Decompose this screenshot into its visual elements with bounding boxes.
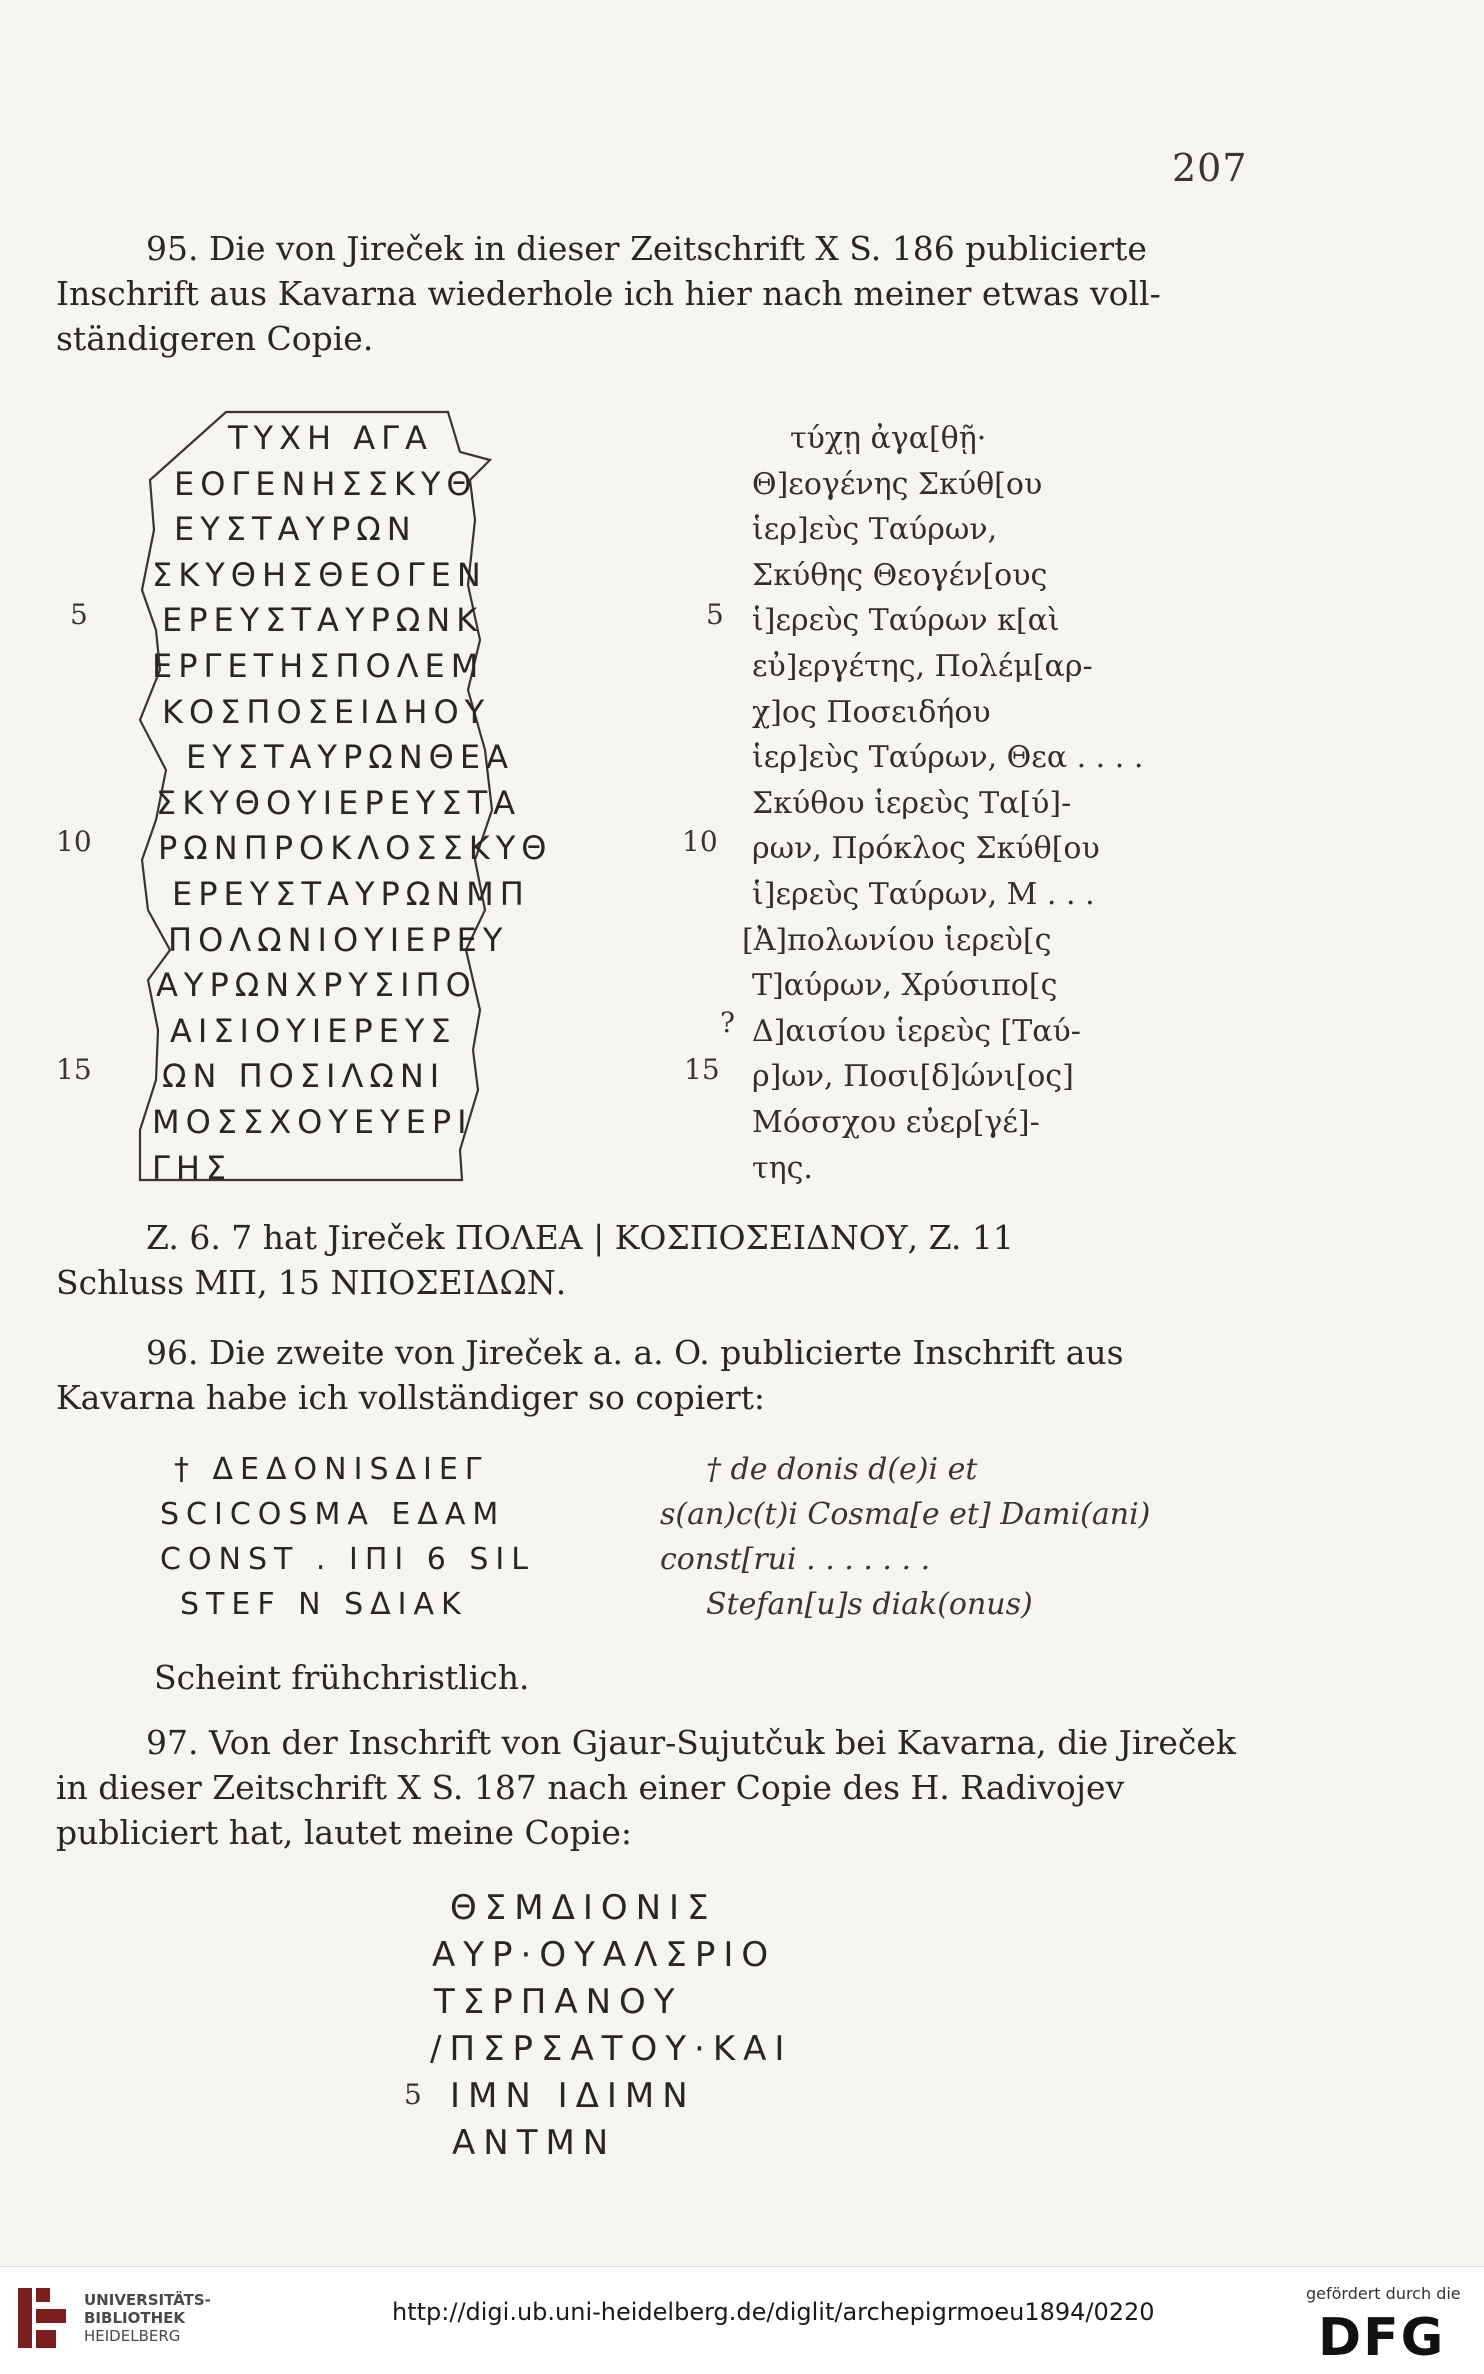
note-95 [56,1215,1226,1305]
line-number: 15 [684,1053,720,1086]
inscription-96-transcription [660,1447,1150,1627]
uncial-line: /ΠΣΡΣΑΤΟΥ·ΚΑΙ [430,2029,793,2069]
greek-line: ἱερ]εὺς Ταύρων, Θεα . . . . [752,740,1144,776]
text-line: Z. 6. 7 hat Jireček ΠΟΛΕΑ | ΚΟΣΠΟΣΕΙΔΝΟΥ, Z. 11 [146,1218,1014,1257]
greek-line: της. [752,1150,813,1186]
query-mark: ? [720,1006,736,1039]
line-number: 5 [404,2078,422,2111]
greek-line: Δ]αισίου ἱερεὺς [Ταύ- [752,1013,1081,1049]
uncial-line: ΑΥΡΩΝΧΡΥΣΙΠΟ [156,966,477,1005]
line-number: 5 [70,598,88,631]
uncial-line: ΕΡΕΥΣΤΑΥΡΩΝΜΠ [172,874,530,913]
uncial-line: ΑΝΤΜΝ [452,2123,617,2163]
dfg-tagline: gefördert durch die [1306,2284,1461,2303]
dfg-logo: DFG [1318,2308,1446,2368]
line-number: 15 [56,1053,92,1086]
text-line: 96. Die zweite von Jireček a. a. O. publicierte Inschrift aus [146,1333,1124,1372]
paragraph-95 [56,226,1226,361]
text-line: Schluss ΜΠ, 15 ΝΠΟΣΕΙΔΩΝ. [56,1263,567,1302]
uncial-line: ΓΗΣ [152,1148,233,1187]
line-number: 10 [682,825,718,858]
latin-line: const[rui . . . . . . . [660,1542,931,1577]
uncial-line: ΕΥΣΤΑΥΡΩΝ [174,510,417,549]
text-line: publiciert hat, lautet meine Copie: [56,1813,632,1852]
uncial-line: ΕΟΓΕΝΗΣΣΚΥΘ [174,464,478,503]
greek-line: ἱ]ερεὺς Ταύρων, Μ . . . [752,876,1095,912]
uncial-line: SCICOSMA ΕΔΑΜ [160,1497,506,1532]
line-number: 5 [706,598,724,631]
text-line: in dieser Zeitschrift X S. 187 nach einer Copie des H. Radivojev [56,1768,1125,1807]
greek-line: ἱ]ερεὺς Ταύρων κ[αὶ [752,603,1060,639]
university-logo-icon [14,2284,74,2354]
greek-line: Θ]εογένης Σκύθ[ου [752,466,1043,502]
greek-line: ἱερ]εὺς Ταύρων, [752,512,998,548]
uncial-line: ΑΙΣΙΟΥΙΕΡΕΥΣ [170,1011,457,1050]
text-line: ständigeren Copie. [56,319,374,358]
text-line: Inschrift aus Kavarna wiederhole ich hier nach meiner etwas voll- [56,274,1161,313]
uncial-line: ΜΟΣΣΧΟΥΕΥΕΡΙ [152,1102,473,1141]
text-line: 95. Die von Jireček in dieser Zeitschrift X S. 186 publicierte [146,229,1147,268]
uncial-line: ΤΣΡΠΑΝΟΥ [434,1982,683,2022]
text-line: 97. Von der Inschrift von Gjaur-Sujutčuk bei Kavarna, die Jireček [146,1723,1236,1762]
uncial-line: † ΔΕΔΟΝΙSΔΙΕΓ [174,1452,489,1487]
uncial-line: ΤΥΧΗ ΑΓΑ [228,419,433,457]
greek-line: Σκύθης Θεογέν[ους [752,557,1048,593]
uni-line: BIBLIOTHEK [84,2309,185,2327]
inscription-97-uncial [430,1885,792,2167]
uncial-line: ΕΡΕΥΣΤΑΥΡΩΝΚ [162,601,484,640]
uncial-line: ΣΚΥΘΟΥΙΕΡΕΥΣΤΑ [156,783,522,822]
paragraph-96 [56,1330,1226,1420]
greek-line: ρ]ων, Ποσι[δ]ώνι[ος] [752,1059,1074,1095]
uncial-line: ΣΚΥΘΗΣΘΕΟΓΕΝ [152,555,487,594]
page-number: 207 [1172,146,1248,190]
uncial-line: ΚΟΣΠΟΣΕΙΔΗΟΥ [162,692,491,731]
greek-line: Σκύθου ἱερεὺς Τα[ύ]- [752,785,1072,821]
greek-line: τύχῃ ἀγα[θῇ· [790,421,987,456]
latin-line: † de donis d(e)i et [706,1452,978,1487]
uncial-line: ΙΜΝ ΙΔΙΜΝ [450,2076,696,2116]
latin-line: Stefan[u]s diak(onus) [706,1587,1033,1622]
uncial-line: ΕΡΓΕΤΗΣΠΟΛΕΜ [152,646,485,685]
uni-line: HEIDELBERG [84,2327,181,2345]
uncial-line: ΩΝ ΠΟΣΙΛΩΝΙ [162,1057,446,1096]
greek-line: Μόσσχου εὐερ[γέ]- [752,1104,1040,1140]
inscription-95-transcription [742,416,1144,1191]
greek-line: ρων, Πρόκλος Σκύθ[ου [752,831,1100,867]
line-number: 10 [56,825,92,858]
inscription-95-uncial [150,416,552,1191]
university-name [84,2291,211,2345]
uncial-line: ΕΥΣΤΑΥΡΩΝΘΕΑ [186,738,514,777]
greek-line: [Ἀ]πολωνίου ἱερεὺ[ς [742,922,1052,958]
greek-line: χ]ος Ποσειδήου [752,694,991,730]
text-line: Scheint frühchristlich. [154,1658,530,1697]
source-url-link[interactable]: http://digi.ub.uni-heidelberg.de/diglit/archepigrmoeu1894/0220 [392,2298,1155,2326]
uncial-line: ΘΣΜΔΙΟΝΙΣ [450,1888,717,1928]
inscription-96-uncial [160,1447,535,1627]
uni-line: UNIVERSITÄTS- [84,2291,211,2309]
paragraph-97 [56,1720,1236,1855]
latin-line: s(an)c(t)i Cosma[e et] Dami(ani) [660,1497,1151,1532]
uncial-line: ΑΥΡ·ΟΥΑΛΣΡΙΟ [432,1935,777,1975]
greek-line: Τ]αύρων, Χρύσιπο[ς [752,968,1058,1004]
uncial-line: CONST . ΙΠΙ 6 SΙL [160,1542,535,1577]
uncial-line: STEF Ν SΔΙΑΚ [180,1587,468,1622]
uncial-line: ΡΩΝΠΡΟΚΛΟΣΣΚΥΘ [158,829,553,868]
text-line: Kavarna habe ich vollständiger so copiert: [56,1378,766,1417]
uncial-line: ΠΟΛΩΝΙΟΥΙΕΡΕΥ [168,920,509,959]
greek-line: εὐ]εργέτης, Πολέμ[αρ- [752,648,1093,684]
note-96 [56,1655,1226,1700]
